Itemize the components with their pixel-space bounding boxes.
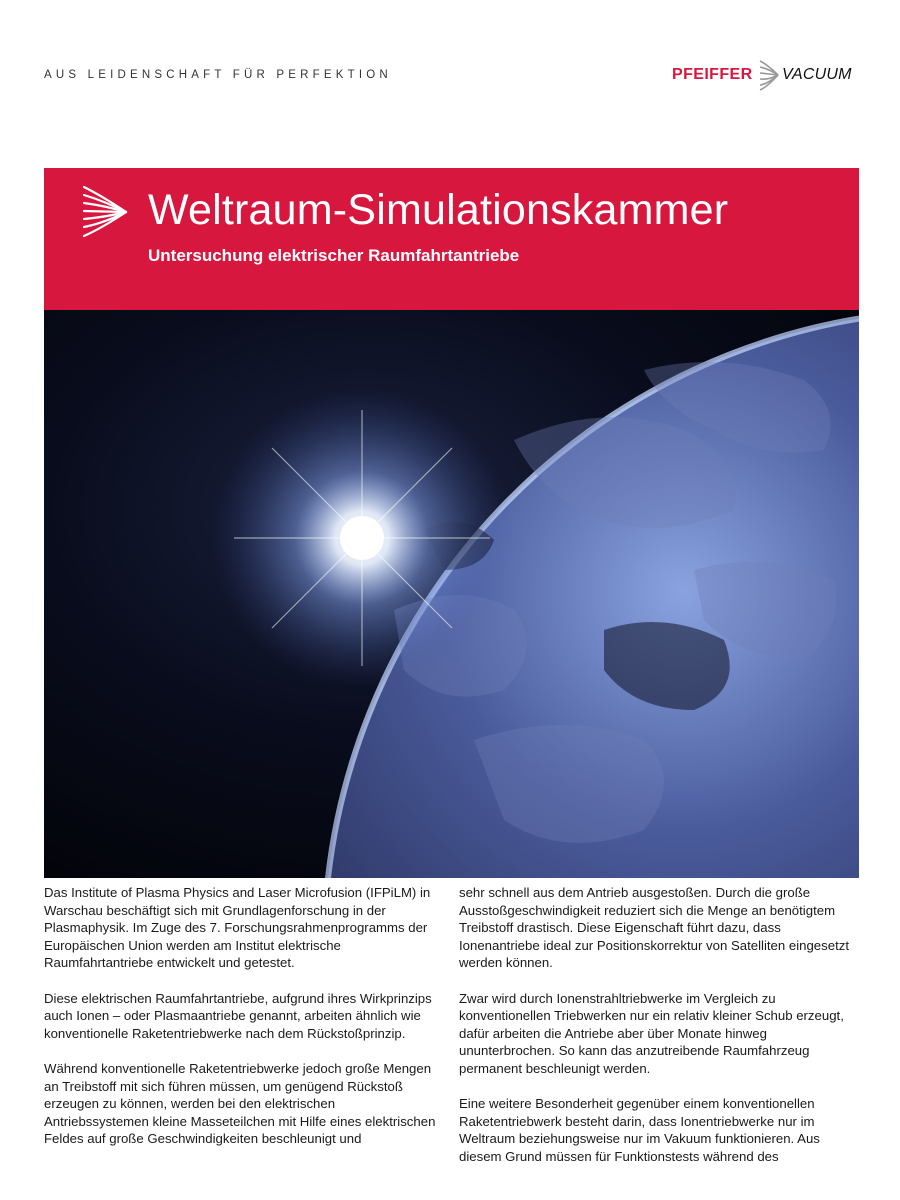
body-paragraph: Diese elektrischen Raumfahrtantriebe, aufgrund ihres Wirkprinzips auch Ionen – oder Plasmaantriebe genannt, arbeiten ähnlich wie konventionelle Raketentriebwerke nach dem Rückstoßprinzip.: [44, 990, 432, 1041]
page-title: Weltraum-Simulationskammer: [148, 186, 729, 234]
pfeiffer-vacuum-logo: [672, 58, 862, 92]
body-paragraph: sehr schnell aus dem Antrieb ausgestoßen. Durch die große Ausstoßgeschwindigkeit reduziert sich die Menge an benötigtem Treibstoff drastisch. Diese Eigenschaft führt dazu, dass Ionenantriebe ideal zur Positionskorrektur von Satelliten eingesetzt werden können.: [459, 885, 849, 971]
body-paragraph: Während konventionelle Raketentriebwerke jedoch große Mengen an Treibstoff mit sich führen müssen, um genügend Rückstoß erzeugen zu können, werden bei den elektrischen Antriebssystemen kleine Masseteilchen mit Hilfe eines elektrischen Feldes auf große Geschwindigkeiten beschleunigt und: [44, 1060, 436, 1147]
body-paragraph: Eine weitere Besonderheit gegenüber einem konventionellen Raketentriebwerk besteht darin, dass Ionentriebwerke nur im Weltraum beziehungsweise nur im Vakuum funktionieren. Aus diesem Grund müssen für Funktionstests während des: [459, 1096, 820, 1164]
body-paragraph: Zwar wird durch Ionenstrahltriebwerke im Vergleich zu konventionellen Triebwerken nur ein relativ kleiner Schub erzeugt, dafür arbeiten die Antriebe aber über Monate hinweg ununterbrochen. So kann das anzutreibende Raumfahrzeug permanent beschleunigt werden.: [459, 990, 844, 1076]
page-subtitle: Untersuchung elektrischer Raumfahrtantriebe: [148, 246, 520, 265]
logo-brand-secondary: VACUUM: [782, 66, 852, 83]
tagline: AUS LEIDENSCHAFT FÜR PERFEKTION: [44, 69, 392, 81]
pfeiffer-swoosh-icon: [80, 184, 130, 240]
title-banner: [44, 168, 859, 310]
earth-from-space-sunrise-image: [44, 310, 859, 878]
body-paragraph: Das Institute of Plasma Physics and Laser Microfusion (IFPiLM) in Warschau beschäftigt sich mit Grundlagenforschung in der Plasmaphysik. Im Zuge des 7. Forschungsrahmenprogramms der Europäischen Union werden am Institut elektrische Raumfahrtantriebe entwickelt und getestet.: [44, 885, 431, 971]
body-column-left: [44, 884, 436, 1166]
logo-brand-primary: PFEIFFER: [672, 66, 753, 83]
body-column-right: [459, 884, 851, 1183]
pfeiffer-swoosh-icon: [758, 59, 780, 91]
